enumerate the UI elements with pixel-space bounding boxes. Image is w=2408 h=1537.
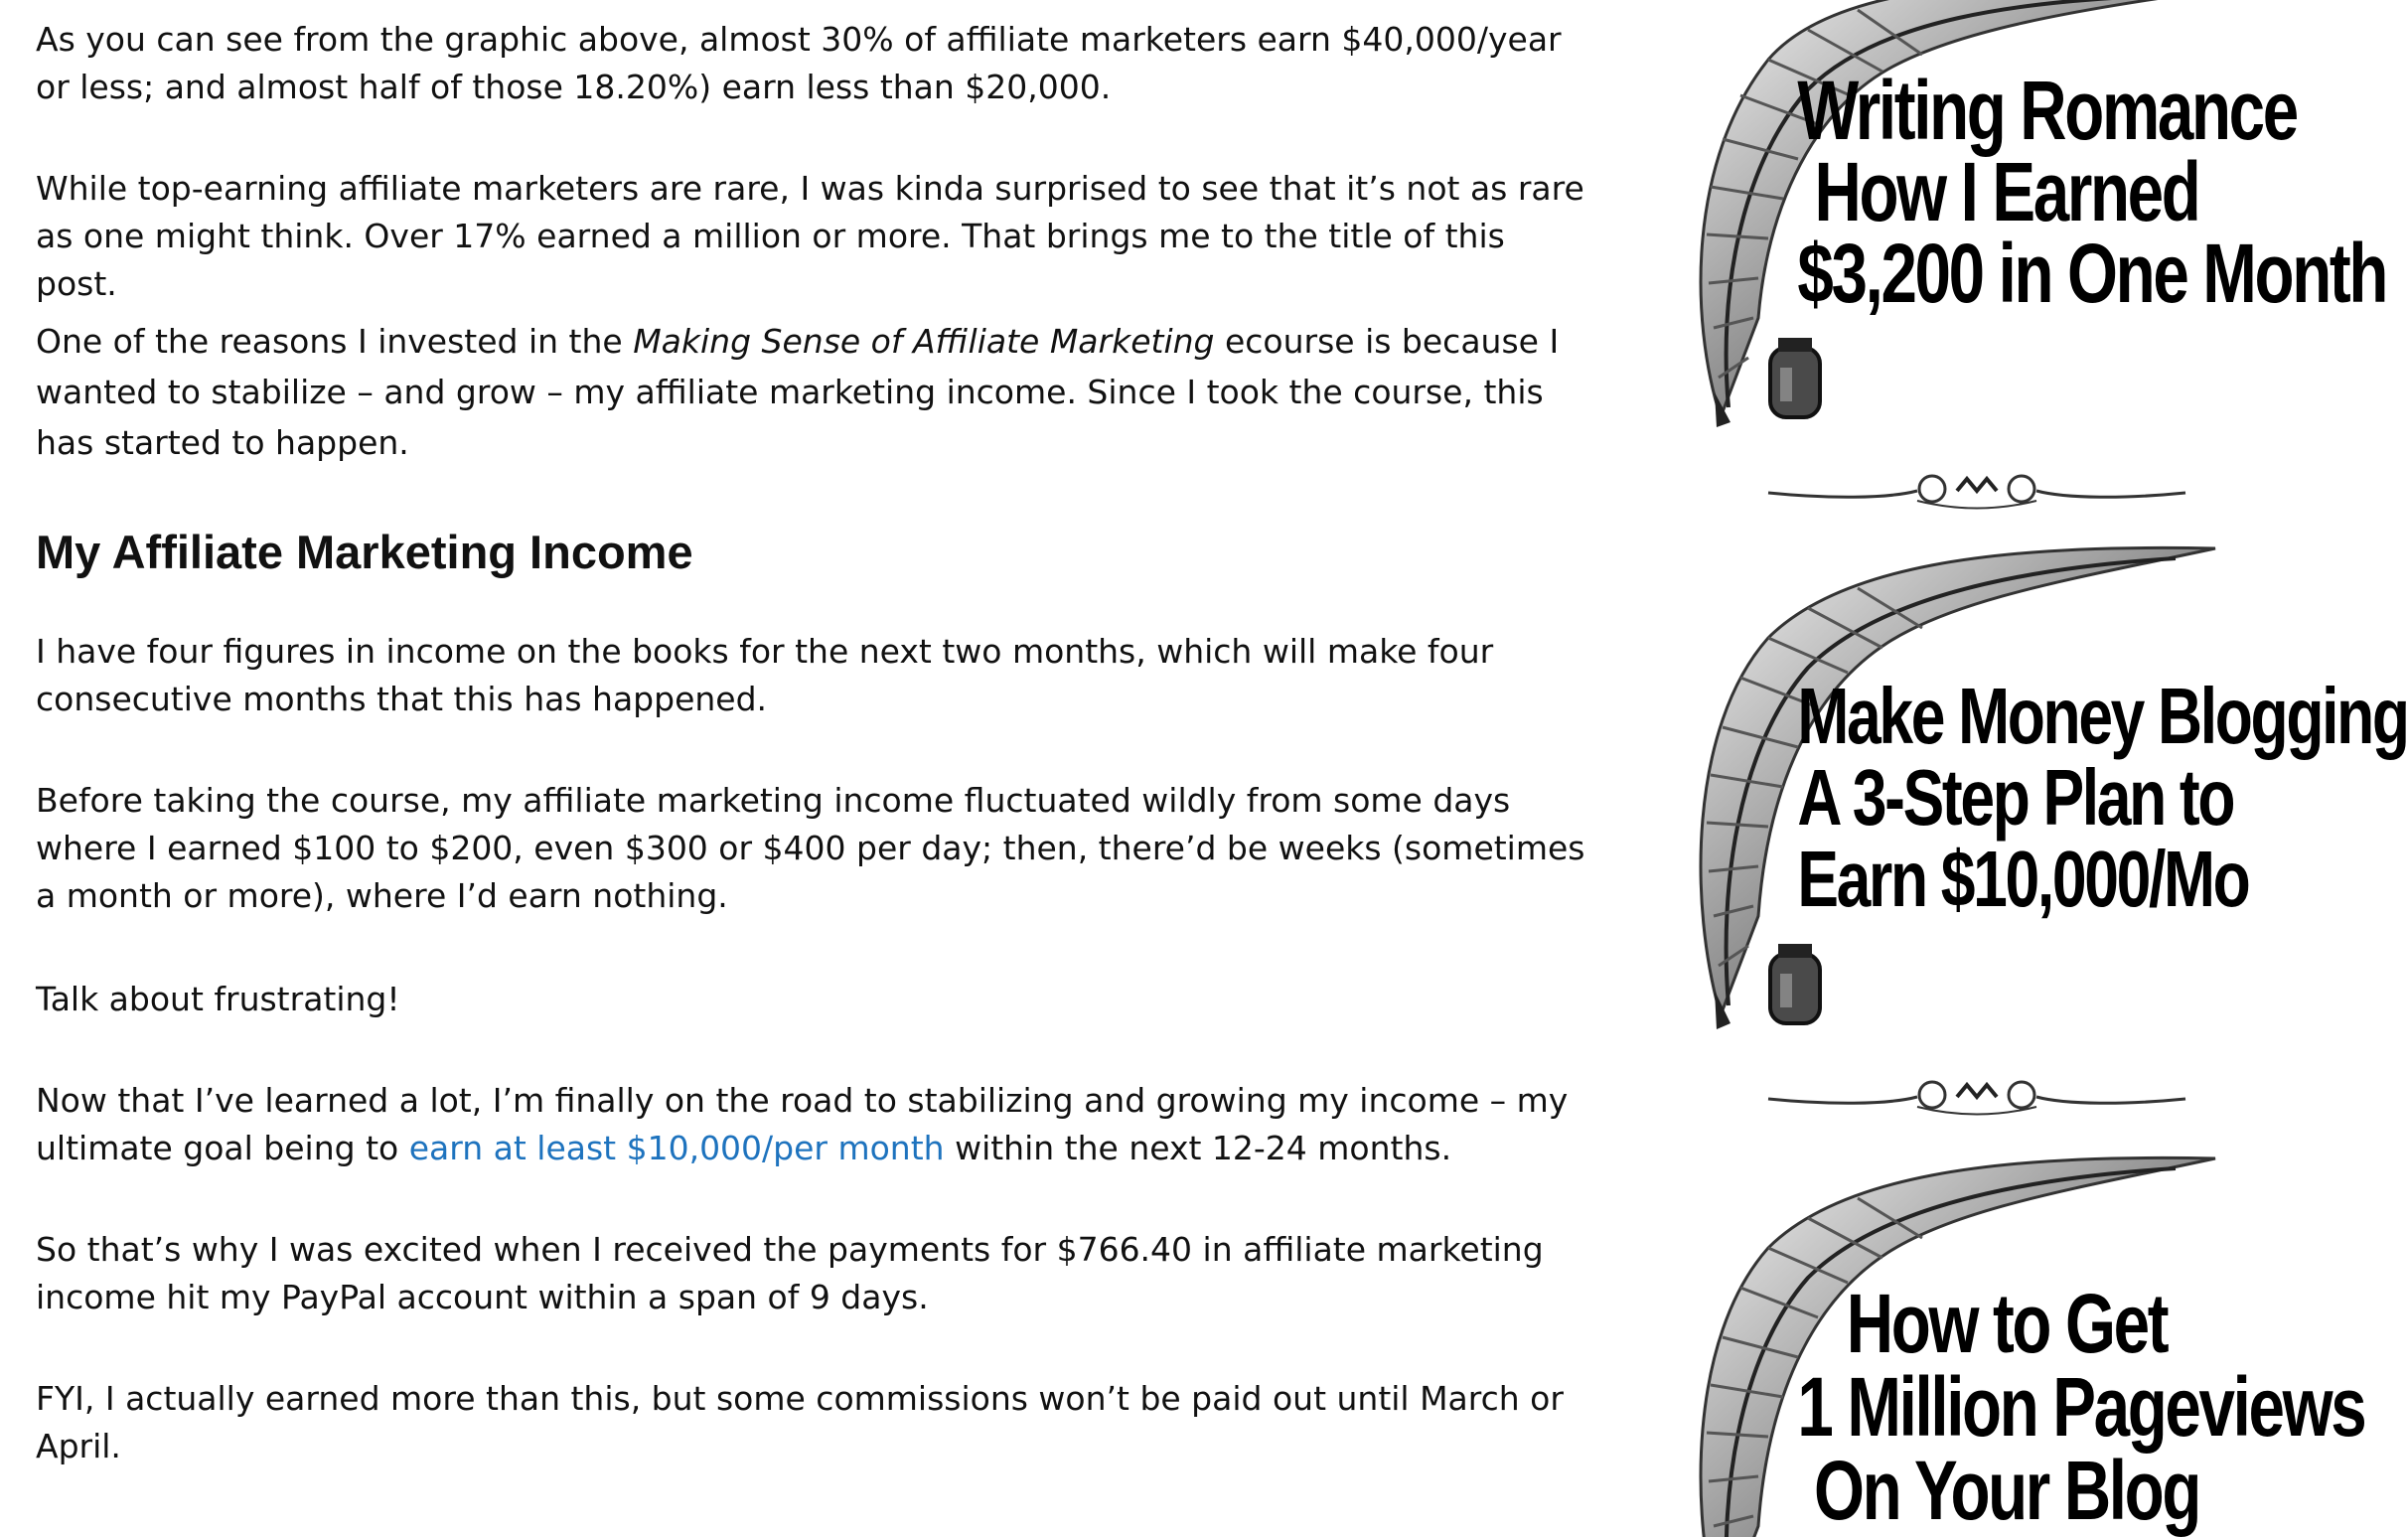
paragraph: While top-earning affiliate marketers are rare, I was kinda surprised to see that it’s not as rare as one might think. Over 17% earned a million or more. That brings me to the title of this post.	[36, 169, 1584, 303]
course-title: Making Sense of Affiliate Marketing	[633, 322, 1215, 361]
ornamental-divider-icon	[1768, 473, 2185, 513]
banner-title-line: How I Earned	[1814, 145, 2199, 238]
banner-title-line: $3,200 in One Month	[1797, 227, 2387, 320]
banner-title-line: On Your Blog	[1813, 1444, 2200, 1537]
paragraph: I have four figures in income on the books for the next two months, which will make four consecutive months that this has happened.	[36, 632, 1494, 718]
paragraph: So that’s why I was excited when I received the payments for $766.40 in affiliate marketing income hit my PayPal account within a span of 9 days.	[36, 1230, 1544, 1316]
paragraph: Talk about frustrating!	[36, 980, 400, 1018]
paragraph: Now that I’ve learned a lot, I’m finally on the road to stabilizing and growing my income – my ultimate goal being to earn at least $10,000/per month within the next 12-24 months.	[36, 1081, 1569, 1167]
earnings-goal-link[interactable]: earn at least $10,000/per month	[408, 1129, 945, 1167]
banner-title-line: A 3-Step Plan to	[1797, 753, 2234, 842]
paragraph: One of the reasons I invested in the Making Sense of Affiliate Marketing ecourse is because I wanted to stabilize – and grow – my affiliate marketing income. Since I took the course, this has started to happen.	[36, 322, 1560, 462]
paragraph: Before taking the course, my affiliate marketing income fluctuated wildly from some days where I earned $100 to $200, even $300 or $400 per day; then, there’d be weeks (sometimes a month or more), where I’d earn nothing.	[36, 781, 1585, 915]
banner-title-line: How to Get	[1846, 1277, 2168, 1370]
paragraph: As you can see from the graphic above, almost 30% of affiliate marketers earn $40,000/year or less; and almost half of those 18.20%) earn less than $20,000.	[36, 20, 1562, 106]
banner-writing-romance[interactable]	[1659, 0, 2387, 437]
paragraph: FYI, I actually earned more than this, but some commissions won’t be paid out until March or April.	[36, 1379, 1564, 1465]
ornamental-divider-icon	[1768, 1079, 2185, 1119]
banner-title-line: Make Money Blogging	[1797, 672, 2408, 760]
banner-title-line: 1 Million Pageviews	[1797, 1360, 2365, 1454]
banner-million-pageviews[interactable]	[1659, 1158, 2365, 1537]
sidebar	[1659, 0, 2408, 1537]
section-heading: My Affiliate Marketing Income	[36, 526, 693, 578]
banner-make-money-blogging[interactable]	[1659, 548, 2408, 1045]
banner-title-line: Writing Romance	[1797, 64, 2297, 157]
banner-title-line: Earn $10,000/Mo	[1797, 835, 2249, 923]
